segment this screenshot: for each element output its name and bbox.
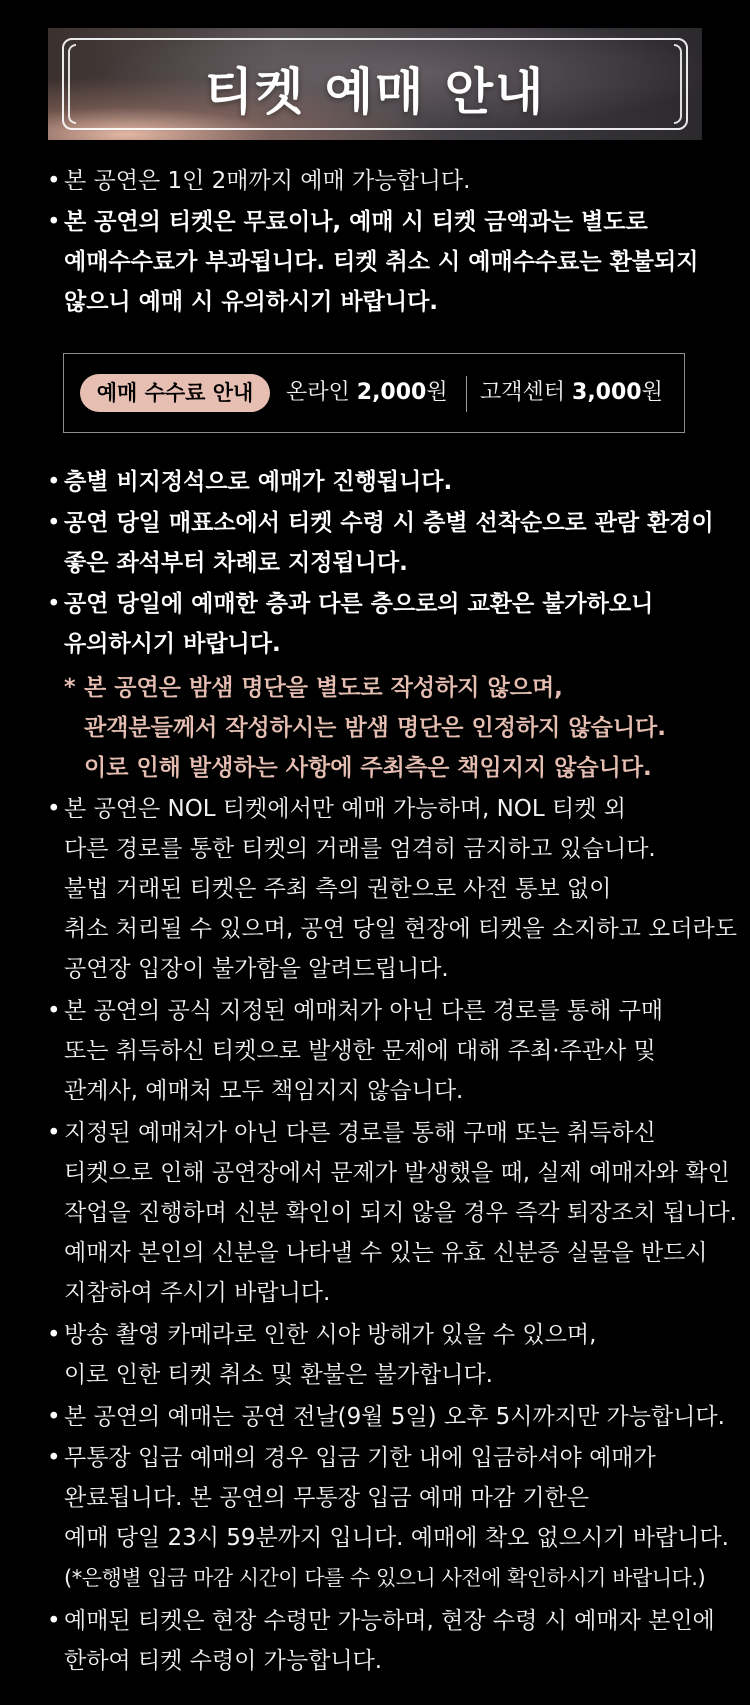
rule-line: 무통장 입금 예매의 경우 입금 기한 내에 입금하셔야 예매가 bbox=[64, 1445, 656, 1471]
seating-line: 공연 당일 매표소에서 티켓 수령 시 층별 선착순으로 관람 환경이 bbox=[64, 510, 714, 536]
rule-line: 본 공연의 예매는 공연 전날(9월 5일) 오후 5시까지만 가능합니다. bbox=[64, 1404, 725, 1430]
bullet-dot: • bbox=[47, 796, 61, 822]
notice-line: 본 공연의 티켓은 무료이나, 예매 시 티켓 금액과는 별도로 bbox=[64, 209, 648, 235]
rule-line: 공연장 입장이 불가함을 알려드립니다. bbox=[64, 956, 449, 982]
rule-line: 예매 당일 23시 59분까지 입니다. 예매에 착오 없으시기 바랍니다. bbox=[64, 1525, 729, 1551]
fee-badge: 예매 수수료 안내 bbox=[80, 374, 270, 412]
rule-line: 본 공연의 공식 지정된 예매처가 아닌 다른 경로를 통해 구매 bbox=[64, 998, 664, 1024]
rule-line: 또는 취득하신 티켓으로 발생한 문제에 대해 주최·주관사 및 bbox=[64, 1038, 656, 1064]
rule-line: 다른 경로를 통한 티켓의 거래를 엄격히 금지하고 있습니다. bbox=[64, 836, 656, 862]
page-title: 티켓 예매 안내 bbox=[204, 63, 546, 121]
warning-asterisk: * bbox=[64, 675, 76, 700]
bullet-dot: • bbox=[47, 168, 61, 194]
rule-line: 지참하여 주시기 바랍니다. bbox=[64, 1280, 331, 1306]
rule-line: 불법 거래된 티켓은 주최 측의 권한으로 사전 통보 없이 bbox=[64, 876, 612, 902]
bullet-dot: • bbox=[47, 1404, 61, 1430]
seating-line: 층별 비지정석으로 예매가 진행됩니다. bbox=[64, 469, 453, 495]
warning-line: 이로 인해 발생하는 사항에 주최측은 책임지지 않습니다. bbox=[84, 755, 652, 781]
fee-divider bbox=[466, 376, 467, 412]
warning-line: 관객분들께서 작성하시는 밤샘 명단은 인정하지 않습니다. bbox=[84, 715, 667, 741]
warning-line: 본 공연은 밤샘 명단을 별도로 작성하지 않으며, bbox=[84, 675, 563, 701]
seating-line: 유의하시기 바랍니다. bbox=[64, 631, 281, 657]
fee-center-amount: 3,000 bbox=[572, 380, 642, 405]
fee-online bbox=[286, 376, 448, 410]
rule-line: 취소 처리될 수 있으며, 공연 당일 현장에 티켓을 소지하고 오더라도 bbox=[64, 916, 737, 942]
rule-line: 작업을 진행하며 신분 확인이 되지 않을 경우 즉각 퇴장조치 됩니다. bbox=[64, 1200, 737, 1226]
seating-line: 좋은 좌석부터 차례로 지정됩니다. bbox=[64, 550, 408, 576]
bullet-dot: • bbox=[47, 591, 61, 617]
bullet-dot: • bbox=[47, 1445, 61, 1471]
fee-info-box bbox=[63, 353, 685, 433]
fee-center-unit: 원 bbox=[641, 380, 663, 405]
notice-line: 않으니 예매 시 유의하시기 바랍니다. bbox=[64, 289, 439, 315]
bullet-dot: • bbox=[47, 510, 61, 536]
bullet-dot: • bbox=[47, 1608, 61, 1634]
rule-line: 관계사, 예매처 모두 책임지지 않습니다. bbox=[64, 1078, 464, 1104]
title-banner bbox=[48, 28, 702, 140]
rule-line: 완료됩니다. 본 공연의 무통장 입금 예매 마감 기한은 bbox=[64, 1485, 590, 1511]
notice-line: 예매수수료가 부과됩니다. 티켓 취소 시 예매수수료는 환불되지 bbox=[64, 249, 699, 275]
rule-line: 지정된 예매처가 아닌 다른 경로를 통해 구매 또는 취득하신 bbox=[64, 1120, 656, 1146]
rule-line: 예매된 티켓은 현장 수령만 가능하며, 현장 수령 시 예매자 본인에 bbox=[64, 1608, 715, 1634]
bullet-dot: • bbox=[47, 209, 61, 235]
rule-line: 방송 촬영 카메라로 인한 시야 방해가 있을 수 있으며, bbox=[64, 1322, 597, 1348]
seating-line: 공연 당일에 예매한 층과 다른 층으로의 교환은 불가하오니 bbox=[64, 591, 654, 617]
fee-online-amount: 2,000 bbox=[356, 380, 427, 405]
bullet-dot: • bbox=[47, 469, 61, 495]
rule-line: 한하여 티켓 수령이 가능합니다. bbox=[64, 1648, 383, 1674]
fee-online-label: 온라인 bbox=[286, 380, 350, 405]
rule-line: 티켓으로 인해 공연장에서 문제가 발생했을 때, 실제 예매자와 확인 bbox=[64, 1160, 730, 1186]
rule-note-line: (*은행별 입금 마감 시간이 다를 수 있으니 사전에 확인하시기 바랍니다.) bbox=[64, 1566, 706, 1590]
fee-center bbox=[480, 376, 663, 410]
bullet-dot: • bbox=[47, 998, 61, 1024]
notice-line: 본 공연은 1인 2매까지 예매 가능합니다. bbox=[64, 168, 471, 194]
fee-online-unit: 원 bbox=[426, 380, 448, 405]
rule-line: 본 공연은 NOL 티켓에서만 예매 가능하며, NOL 티켓 외 bbox=[64, 796, 626, 822]
rule-line: 이로 인한 티켓 취소 및 환불은 불가합니다. bbox=[64, 1362, 493, 1388]
fee-center-label: 고객센터 bbox=[480, 380, 566, 405]
bullet-dot: • bbox=[47, 1322, 61, 1348]
bullet-dot: • bbox=[47, 1120, 61, 1146]
rule-line: 예매자 본인의 신분을 나타낼 수 있는 유효 신분증 실물을 반드시 bbox=[64, 1240, 708, 1266]
